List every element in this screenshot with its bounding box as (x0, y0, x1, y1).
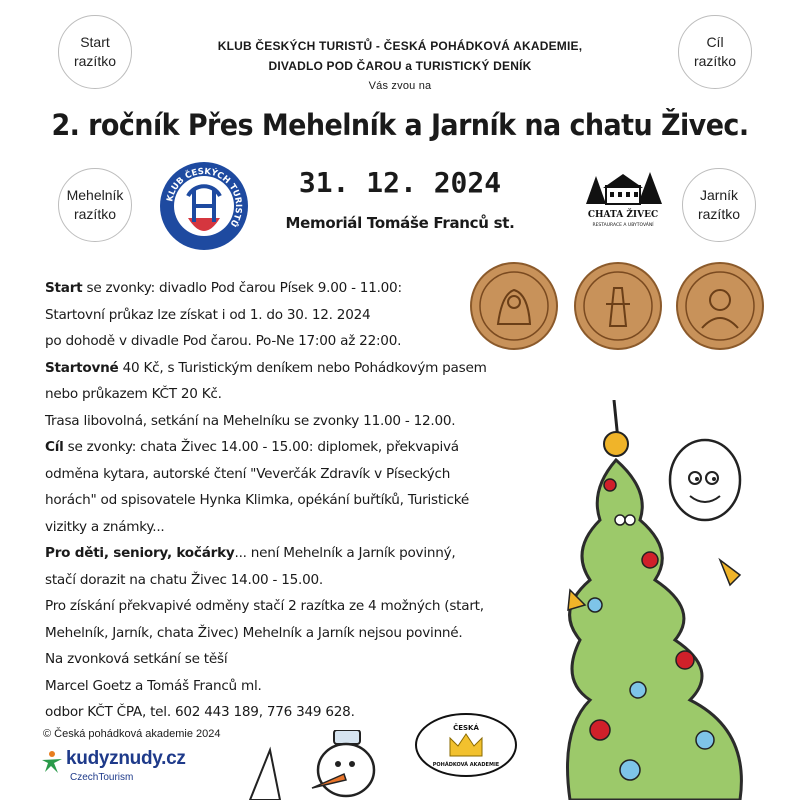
detail-line (45, 434, 565, 461)
kudyznudy-text: kudyznudy.cz (66, 748, 186, 769)
stamp-label: Jarník (699, 187, 739, 203)
stamp-label: Start (80, 34, 110, 50)
mehelnik-stamp-circle (58, 168, 132, 242)
kudyznudy-figure-icon (40, 750, 64, 774)
academy-line1: ČESKÁ (453, 724, 479, 732)
deti-info: ... není Mehelník a Jarník povinný, (234, 545, 456, 561)
stamp-label: Cíl (706, 34, 724, 50)
organizers (190, 36, 610, 96)
event-date: 31. 12. 2024 (298, 166, 502, 199)
stamp-label: razítko (697, 206, 740, 222)
chata-sub: RESTAURACE A UBYTOVÁNÍ (592, 223, 654, 228)
chata-name: CHATA ŽIVEC (587, 210, 659, 220)
chata-zivec-logo (578, 162, 668, 232)
event-title: 2. ročník Přes Mehelník a Jarník na chatu Živec. (51, 108, 749, 142)
detail-line: vizitky a známky... (45, 518, 165, 535)
academy-line2: POHÁDKOVÁ AKADEMIE (432, 762, 500, 768)
memorial-subtitle: Memoriál Tomáše Franců st. (285, 214, 515, 232)
detail-line: Mehelník, Jarník, chata Živec) Mehelník a Jarník nejsou povinné. (45, 624, 463, 641)
detail-line: stačí dorazit na chatu Živec 14.00 - 15.00. (45, 571, 323, 588)
detail-line: Pro získání překvapivé odměny stačí 2 razítka ze 4 možných (start, (45, 598, 484, 614)
tourist-medal-3 (676, 262, 764, 350)
event-details (45, 275, 565, 726)
detail-line: Na zvonková setkání se těší (45, 651, 228, 667)
czechtourism-text: CzechTourism (70, 772, 134, 783)
medal-engraving-icon (576, 264, 660, 348)
pohadkova-akademie-logo (414, 712, 518, 778)
stamp-label: razítko (73, 206, 116, 222)
detail-line (45, 355, 565, 382)
organizers-line: KLUB ČESKÝCH TURISTŮ - ČESKÁ POHÁDKOVÁ AKADEMIE, (217, 39, 583, 53)
cil-label: Cíl (45, 439, 64, 455)
detail-line: Marcel Goetz a Tomáš Franců ml. (45, 677, 262, 694)
kct-ring-text: KLUB ČESKÝCH TURISTŮ (165, 166, 244, 229)
cil-stamp-circle (678, 15, 752, 89)
start-stamp-circle (58, 15, 132, 89)
deti-label: Pro děti, seniory, kočárky (45, 545, 235, 561)
stamp-label: razítko (73, 53, 116, 69)
detail-line: Startovní průkaz lze získat i od 1. do 30. 12. 2024 (45, 306, 371, 323)
cartoon-christmas-tree-illustration (540, 400, 800, 800)
copyright: © Česká pohádková akademie 2024 (43, 728, 221, 740)
detail-line: odbor KČT ČPA, tel. 602 443 189, 776 349 628. (45, 704, 355, 720)
jarnik-stamp-circle (682, 168, 756, 242)
cil-info: se zvonky: chata Živec 14.00 - 15.00: diplomek, překvapivá (63, 439, 459, 455)
stamp-label: Mehelník (66, 187, 124, 203)
stamp-label: razítko (693, 53, 736, 69)
invite-line: Vás zvou na (368, 80, 432, 92)
detail-line (45, 275, 565, 302)
detail-line: po dohodě v divadle Pod čarou. Po-Ne 17:00 až 22:00. (45, 333, 402, 349)
detail-line: Trasa libovolná, setkání na Mehelníku se zvonky 11.00 - 12.00. (45, 412, 456, 429)
detail-line: nebo průkazem KČT 20 Kč. (45, 386, 222, 402)
cartoon-snowman-illustration (240, 730, 400, 800)
kct-logo (158, 160, 250, 252)
detail-line (45, 540, 565, 567)
startovne-info: 40 Kč, s Turistickým deníkem nebo Pohádkovým pasem (118, 359, 487, 376)
medal-engraving-icon (678, 264, 762, 348)
tourist-medal-2 (574, 262, 662, 350)
start-info: se zvonky: divadlo Pod čarou Písek 9.00 - 11.00: (82, 280, 402, 296)
start-label: Start (45, 280, 83, 296)
detail-line: odměna kytara, autorské čtení "Veverčák Zdravík v Píseckých (45, 465, 451, 482)
organizers-line: DIVADLO POD ČAROU a TURISTICKÝ DENÍK (268, 59, 532, 73)
startovne-label: Startovné (45, 359, 119, 376)
detail-line: horách" od spisovatele Hynka Klimka, opékání buřtíků, Turistické (45, 492, 469, 508)
